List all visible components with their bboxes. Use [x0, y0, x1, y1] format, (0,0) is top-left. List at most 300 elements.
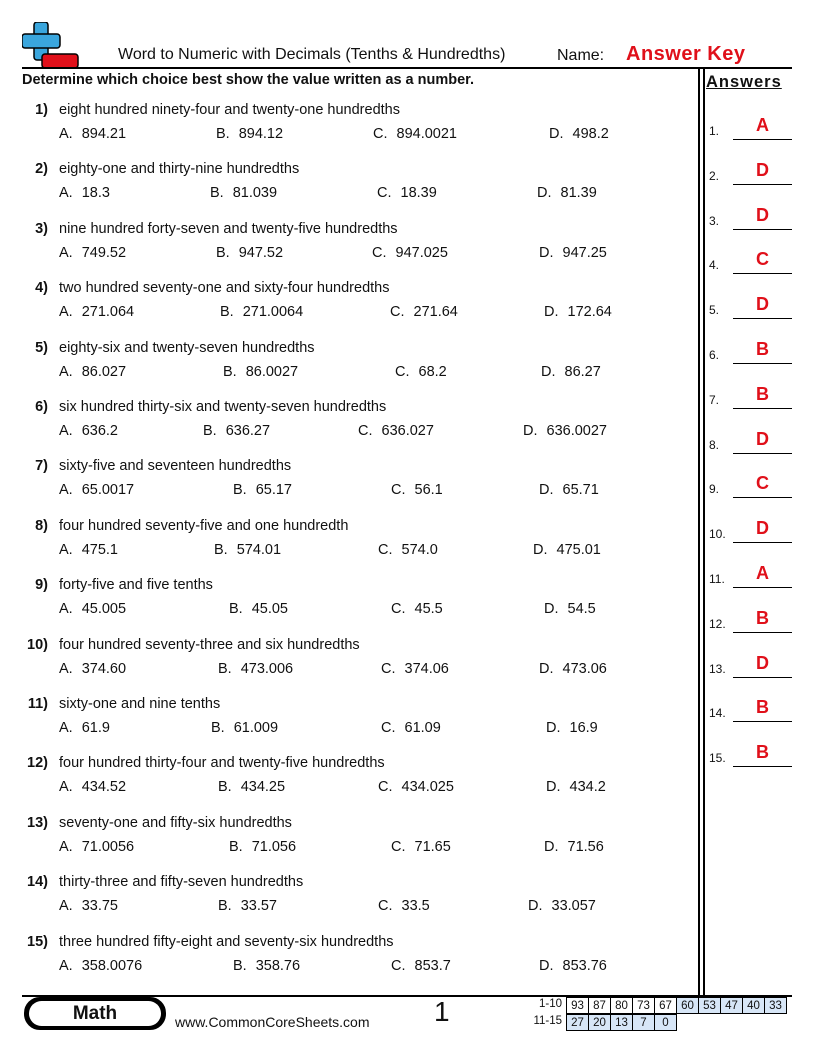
answer-choice — [373, 126, 457, 142]
choice-value: 33.57 — [240, 898, 277, 915]
answer-choice — [218, 898, 277, 914]
question-number: 8) — [35, 517, 48, 534]
answer-blank-line — [733, 497, 792, 498]
choice-label: C. — [391, 482, 406, 499]
answer-choice — [233, 482, 292, 498]
choice-value: 65.71 — [562, 482, 599, 499]
answer-number: 7. — [709, 392, 720, 407]
worksheet-title: Word to Numeric with Decimals (Tenths & Hundredths) — [118, 46, 506, 63]
choice-label: B. — [211, 720, 225, 736]
score-cell: 87 — [589, 998, 611, 1014]
question-text: nine hundred forty-seven and twenty-five hundredths — [59, 220, 398, 237]
choice-value: 45.05 — [251, 601, 288, 618]
question-text: forty-five and five tenths — [59, 577, 213, 594]
choice-label: C. — [391, 601, 406, 618]
score-cell: 53 — [699, 998, 721, 1014]
question-text: two hundred seventy-one and sixty-four hundredths — [59, 280, 390, 297]
choice-value: 636.027 — [381, 423, 434, 439]
question-number: 11) — [27, 696, 48, 712]
question-item — [0, 696, 698, 746]
choice-value: 853.76 — [562, 957, 607, 974]
choice-value: 61.9 — [81, 720, 110, 736]
score-cell: 13 — [611, 1015, 633, 1031]
choice-label: C. — [390, 304, 405, 321]
question-text: four hundred seventy-five and one hundredth — [59, 517, 349, 534]
answer-choice — [372, 245, 448, 261]
answer-choice — [378, 542, 438, 558]
choice-label: B. — [214, 541, 228, 558]
score-cell: 73 — [633, 998, 655, 1014]
choice-value: 81.039 — [232, 185, 278, 202]
answer-choice — [216, 245, 283, 261]
answer-choice — [391, 482, 443, 498]
choice-label: C. — [391, 838, 406, 855]
answer-choice — [59, 185, 110, 201]
answer-blank-line — [733, 273, 792, 274]
choice-label: C. — [395, 363, 410, 380]
answer-row — [709, 244, 793, 274]
choice-label: A. — [59, 244, 73, 261]
answer-choice — [229, 839, 296, 855]
choice-label: A. — [59, 482, 73, 499]
question-item — [0, 458, 698, 508]
choice-label: D. — [539, 660, 554, 677]
choice-label: A. — [59, 423, 73, 439]
choice-label: D. — [544, 838, 559, 855]
choice-label: D. — [539, 957, 554, 974]
choice-label: D. — [533, 541, 548, 558]
answer-choice — [391, 601, 443, 617]
answer-choice — [220, 304, 303, 320]
answer-blank-line — [733, 318, 792, 319]
score-cell: 40 — [743, 998, 765, 1014]
answer-blank-line — [733, 453, 792, 454]
choice-value: 574.01 — [236, 541, 282, 558]
answer-letter: D — [756, 204, 769, 225]
question-item — [0, 577, 698, 627]
header-divider — [22, 67, 792, 69]
choice-value: 56.1 — [414, 482, 443, 499]
choice-value: 61.009 — [233, 720, 279, 736]
choice-value: 947.025 — [395, 244, 448, 261]
answer-letter: D — [756, 428, 769, 449]
choice-label: A. — [59, 957, 73, 974]
answer-letter: D — [756, 159, 769, 180]
answer-number: 9. — [709, 482, 720, 497]
choice-label: C. — [373, 126, 388, 142]
question-number: 3) — [35, 220, 48, 237]
choice-value: 434.25 — [240, 779, 286, 796]
answer-choice — [59, 364, 126, 380]
answer-choice — [59, 720, 110, 736]
page-number: 1 — [434, 996, 450, 1027]
answer-choice — [377, 185, 437, 201]
choice-value: 498.2 — [572, 126, 609, 142]
answer-choice — [358, 423, 434, 439]
question-number: 7) — [35, 458, 48, 475]
question-text: four hundred thirty-four and twenty-five hundredths — [59, 755, 385, 772]
choice-value: 71.0056 — [81, 838, 135, 855]
answer-letter: B — [756, 339, 769, 359]
score-row-label: 1-10 — [538, 998, 562, 1010]
choice-value: 749.52 — [81, 244, 127, 261]
answer-choice — [539, 958, 607, 974]
answer-choice — [533, 542, 601, 558]
question-item — [0, 874, 698, 924]
answer-blank-line — [733, 721, 792, 722]
answer-choice — [203, 423, 270, 439]
choice-value: 947.25 — [562, 244, 607, 261]
choice-value: 636.2 — [81, 423, 118, 439]
answer-choice — [59, 482, 134, 498]
choice-label: A. — [59, 185, 73, 202]
answer-letter: C — [756, 249, 769, 270]
answer-choice — [59, 126, 126, 142]
answer-row — [709, 200, 793, 230]
answer-row — [709, 692, 793, 722]
answer-key-label: Answer Key — [626, 43, 746, 65]
answer-letter: B — [756, 697, 769, 718]
answer-letter: D — [756, 652, 769, 673]
choice-value: 636.0027 — [546, 423, 607, 439]
brand-label: Math — [29, 1001, 161, 1026]
score-row-label: 11-15 — [533, 1015, 562, 1027]
choice-value: 45.5 — [414, 601, 443, 618]
answer-number: 15. — [709, 751, 726, 766]
question-item — [0, 221, 698, 271]
answer-row — [709, 513, 793, 543]
answer-blank-line — [733, 229, 792, 230]
choice-label: A. — [59, 126, 73, 142]
answer-choice — [539, 245, 607, 261]
answer-choice — [211, 720, 278, 736]
choice-label: B. — [229, 601, 243, 618]
answer-letter: B — [756, 607, 769, 628]
choice-label: A. — [59, 541, 73, 558]
choice-value: 33.75 — [81, 898, 118, 915]
answers-column-divider — [698, 67, 700, 995]
answer-number: 2. — [709, 168, 720, 183]
choice-value: 33.057 — [551, 898, 596, 915]
question-item — [0, 815, 698, 865]
answer-choice — [59, 601, 126, 617]
answer-letter: C — [756, 473, 769, 494]
answer-choice — [378, 779, 454, 795]
answer-letter: A — [756, 563, 769, 583]
question-number: 15) — [27, 933, 48, 950]
choice-value: 434.52 — [81, 779, 127, 796]
math-brand-badge — [24, 997, 166, 1030]
choice-value: 68.2 — [418, 363, 447, 380]
choice-label: D. — [544, 601, 559, 618]
question-text: eight hundred ninety-four and twenty-one hundredths — [59, 102, 400, 118]
answer-number: 10. — [709, 527, 726, 542]
answer-row — [709, 558, 793, 588]
choice-label: C. — [381, 660, 396, 677]
score-cell: 80 — [611, 998, 633, 1014]
answer-number: 4. — [709, 258, 720, 273]
answer-choice — [391, 839, 451, 855]
question-number: 4) — [35, 280, 48, 297]
choice-label: D. — [546, 779, 561, 796]
answer-choice — [59, 779, 126, 795]
answer-number: 13. — [709, 661, 726, 676]
choice-value: 65.0017 — [81, 482, 135, 499]
answer-blank-line — [733, 139, 792, 140]
choice-label: A. — [59, 304, 73, 321]
choice-value: 853.7 — [414, 957, 451, 974]
choice-label: C. — [378, 541, 393, 558]
name-label: Name: — [557, 47, 605, 64]
answer-blank-line — [733, 408, 792, 409]
answer-number: 14. — [709, 706, 726, 721]
choice-value: 473.006 — [240, 660, 294, 677]
answer-choice — [395, 364, 447, 380]
choice-value: 71.056 — [251, 838, 297, 855]
choice-label: B. — [223, 363, 237, 380]
choice-label: A. — [59, 660, 73, 677]
choice-label: D. — [549, 126, 564, 142]
answer-choice — [381, 720, 441, 736]
question-item — [0, 340, 698, 390]
choice-value: 271.0064 — [242, 304, 304, 321]
answer-choice — [233, 958, 300, 974]
choice-label: D. — [523, 423, 538, 439]
answer-blank-line — [733, 587, 792, 588]
choice-label: B. — [229, 838, 243, 855]
question-text: eighty-six and twenty-seven hundredths — [59, 339, 315, 356]
answer-letter: B — [756, 383, 769, 404]
answer-number: 11. — [709, 572, 725, 586]
choice-value: 172.64 — [567, 304, 612, 321]
choice-value: 71.65 — [414, 838, 451, 855]
answer-blank-line — [733, 363, 792, 364]
choice-label: A. — [59, 779, 73, 796]
answer-letter: D — [756, 294, 769, 315]
answer-choice — [59, 304, 134, 320]
choice-label: C. — [381, 720, 396, 736]
answer-choice — [59, 423, 118, 439]
choice-value: 574.0 — [401, 541, 438, 558]
answer-row — [709, 603, 793, 633]
answers-heading: Answers — [706, 73, 782, 91]
answer-choice — [544, 601, 596, 617]
choice-label: D. — [544, 304, 559, 321]
answer-blank-line — [733, 632, 792, 633]
question-text: four hundred seventy-three and six hundredths — [59, 636, 360, 653]
choice-value: 271.64 — [413, 304, 458, 321]
question-number: 9) — [35, 577, 48, 594]
choice-label: B. — [218, 660, 232, 677]
question-number: 13) — [27, 814, 48, 831]
score-cell: 67 — [655, 998, 677, 1014]
choice-value: 434.025 — [401, 779, 454, 796]
question-number: 12) — [27, 755, 48, 772]
answer-choice — [378, 898, 430, 914]
answer-choice — [549, 126, 609, 142]
question-item — [0, 280, 698, 330]
choice-value: 54.5 — [567, 601, 596, 618]
choice-value: 33.5 — [401, 898, 430, 915]
question-text: sixty-one and nine tenths — [59, 696, 221, 712]
website-url: www.CommonCoreSheets.com — [175, 1014, 370, 1030]
choice-label: B. — [218, 898, 232, 915]
answer-number: 8. — [709, 437, 720, 452]
choice-label: A. — [59, 720, 73, 736]
choice-value: 81.39 — [560, 185, 597, 202]
choice-label: C. — [378, 898, 393, 915]
answer-row — [709, 155, 793, 185]
answer-row — [709, 334, 793, 364]
question-item — [0, 161, 698, 211]
choice-value: 45.005 — [81, 601, 127, 618]
choice-label: B. — [203, 423, 217, 439]
score-cell: 0 — [655, 1015, 677, 1031]
question-text: sixty-five and seventeen hundredths — [59, 458, 292, 475]
question-item — [0, 934, 698, 984]
question-text: thirty-three and fifty-seven hundredths — [59, 874, 304, 891]
question-text: seventy-one and fifty-six hundredths — [59, 814, 292, 831]
score-row-table — [566, 1014, 677, 1031]
score-cell: 7 — [633, 1015, 655, 1031]
question-number: 5) — [35, 339, 48, 356]
choice-value: 894.12 — [238, 126, 284, 142]
question-item — [0, 755, 698, 805]
answer-choice — [541, 364, 601, 380]
answer-choice — [544, 839, 604, 855]
answer-row — [709, 648, 793, 678]
answers-column-divider-inner — [703, 67, 705, 995]
answer-choice — [391, 958, 451, 974]
answer-choice — [390, 304, 458, 320]
answer-blank-line — [733, 542, 792, 543]
answer-row — [709, 289, 793, 319]
answer-choice — [546, 779, 606, 795]
choice-label: A. — [59, 601, 73, 618]
choice-label: C. — [377, 185, 392, 202]
answer-row — [709, 468, 793, 498]
choice-label: D. — [546, 720, 561, 736]
choice-value: 894.21 — [81, 126, 127, 142]
answer-choice — [229, 601, 288, 617]
score-cell: 93 — [567, 998, 589, 1014]
question-item — [0, 637, 698, 687]
choice-label: B. — [216, 244, 230, 261]
choice-label: B. — [216, 126, 230, 142]
choice-value: 374.60 — [81, 660, 127, 677]
choice-label: A. — [59, 838, 73, 855]
plus-minus-logo-icon — [22, 22, 80, 70]
choice-value: 65.17 — [255, 482, 292, 499]
answer-number: 1. — [709, 124, 720, 138]
score-row-table — [566, 997, 787, 1014]
choice-value: 894.0021 — [396, 126, 457, 142]
choice-label: D. — [541, 363, 556, 380]
answer-choice — [59, 542, 118, 558]
choice-label: C. — [358, 423, 373, 439]
answer-choice — [59, 245, 126, 261]
choice-label: D. — [537, 185, 552, 202]
score-cell: 20 — [589, 1015, 611, 1031]
choice-label: B. — [233, 482, 247, 499]
choice-value: 636.27 — [225, 423, 271, 439]
choice-value: 271.064 — [81, 304, 135, 321]
answer-choice — [528, 898, 596, 914]
choice-label: B. — [220, 304, 234, 321]
choice-value: 947.52 — [238, 244, 284, 261]
score-cell: 33 — [765, 998, 787, 1014]
answer-choice — [59, 661, 126, 677]
question-item — [0, 399, 698, 449]
answer-number: 12. — [709, 616, 726, 631]
answer-choice — [218, 779, 285, 795]
choice-label: D. — [539, 244, 554, 261]
answer-row — [709, 424, 793, 454]
score-cell: 60 — [677, 998, 699, 1014]
choice-value: 61.09 — [404, 720, 441, 736]
answer-choice — [59, 839, 134, 855]
choice-value: 86.027 — [81, 363, 127, 380]
answer-choice — [214, 542, 281, 558]
answer-row — [709, 737, 793, 767]
choice-label: B. — [210, 185, 224, 202]
answer-choice — [546, 720, 598, 736]
answer-choice — [218, 661, 293, 677]
question-number: 14) — [27, 874, 48, 891]
choice-value: 86.27 — [564, 363, 601, 380]
answer-row — [709, 110, 793, 140]
answer-choice — [59, 898, 118, 914]
answer-row — [709, 379, 793, 409]
question-item — [0, 518, 698, 568]
question-text: eighty-one and thirty-nine hundredths — [59, 161, 300, 178]
question-text: six hundred thirty-six and twenty-seven hundredths — [59, 399, 387, 415]
choice-value: 18.39 — [400, 185, 437, 202]
choice-value: 86.0027 — [245, 363, 299, 380]
answer-letter: B — [756, 742, 769, 763]
question-number: 10) — [27, 636, 48, 653]
answer-choice — [544, 304, 612, 320]
choice-label: C. — [391, 957, 406, 974]
choice-value: 475.1 — [81, 541, 118, 558]
choice-value: 18.3 — [81, 185, 110, 202]
choice-label: D. — [528, 898, 543, 915]
choice-value: 475.01 — [556, 541, 601, 558]
answer-choice — [223, 364, 298, 380]
choice-value: 358.76 — [255, 957, 301, 974]
answer-number: 3. — [709, 213, 720, 228]
answer-choice — [59, 958, 142, 974]
answer-blank-line — [733, 677, 792, 678]
choice-value: 71.56 — [567, 838, 604, 855]
question-number: 2) — [35, 161, 48, 178]
score-cell: 27 — [567, 1015, 589, 1031]
question-number: 1) — [35, 102, 48, 118]
answer-letter: D — [756, 518, 769, 539]
question-text: three hundred fifty-eight and seventy-six hundredths — [59, 933, 394, 950]
question-item — [0, 102, 698, 152]
score-cell: 47 — [721, 998, 743, 1014]
answer-choice — [210, 185, 277, 201]
instructions: Determine which choice best show the value written as a number. — [22, 72, 475, 88]
answer-blank-line — [733, 184, 792, 185]
answer-choice — [539, 482, 599, 498]
choice-value: 434.2 — [569, 779, 606, 796]
answer-letter: A — [756, 115, 769, 135]
choice-label: B. — [233, 957, 247, 974]
question-number: 6) — [35, 399, 48, 415]
answer-number: 6. — [709, 348, 720, 362]
